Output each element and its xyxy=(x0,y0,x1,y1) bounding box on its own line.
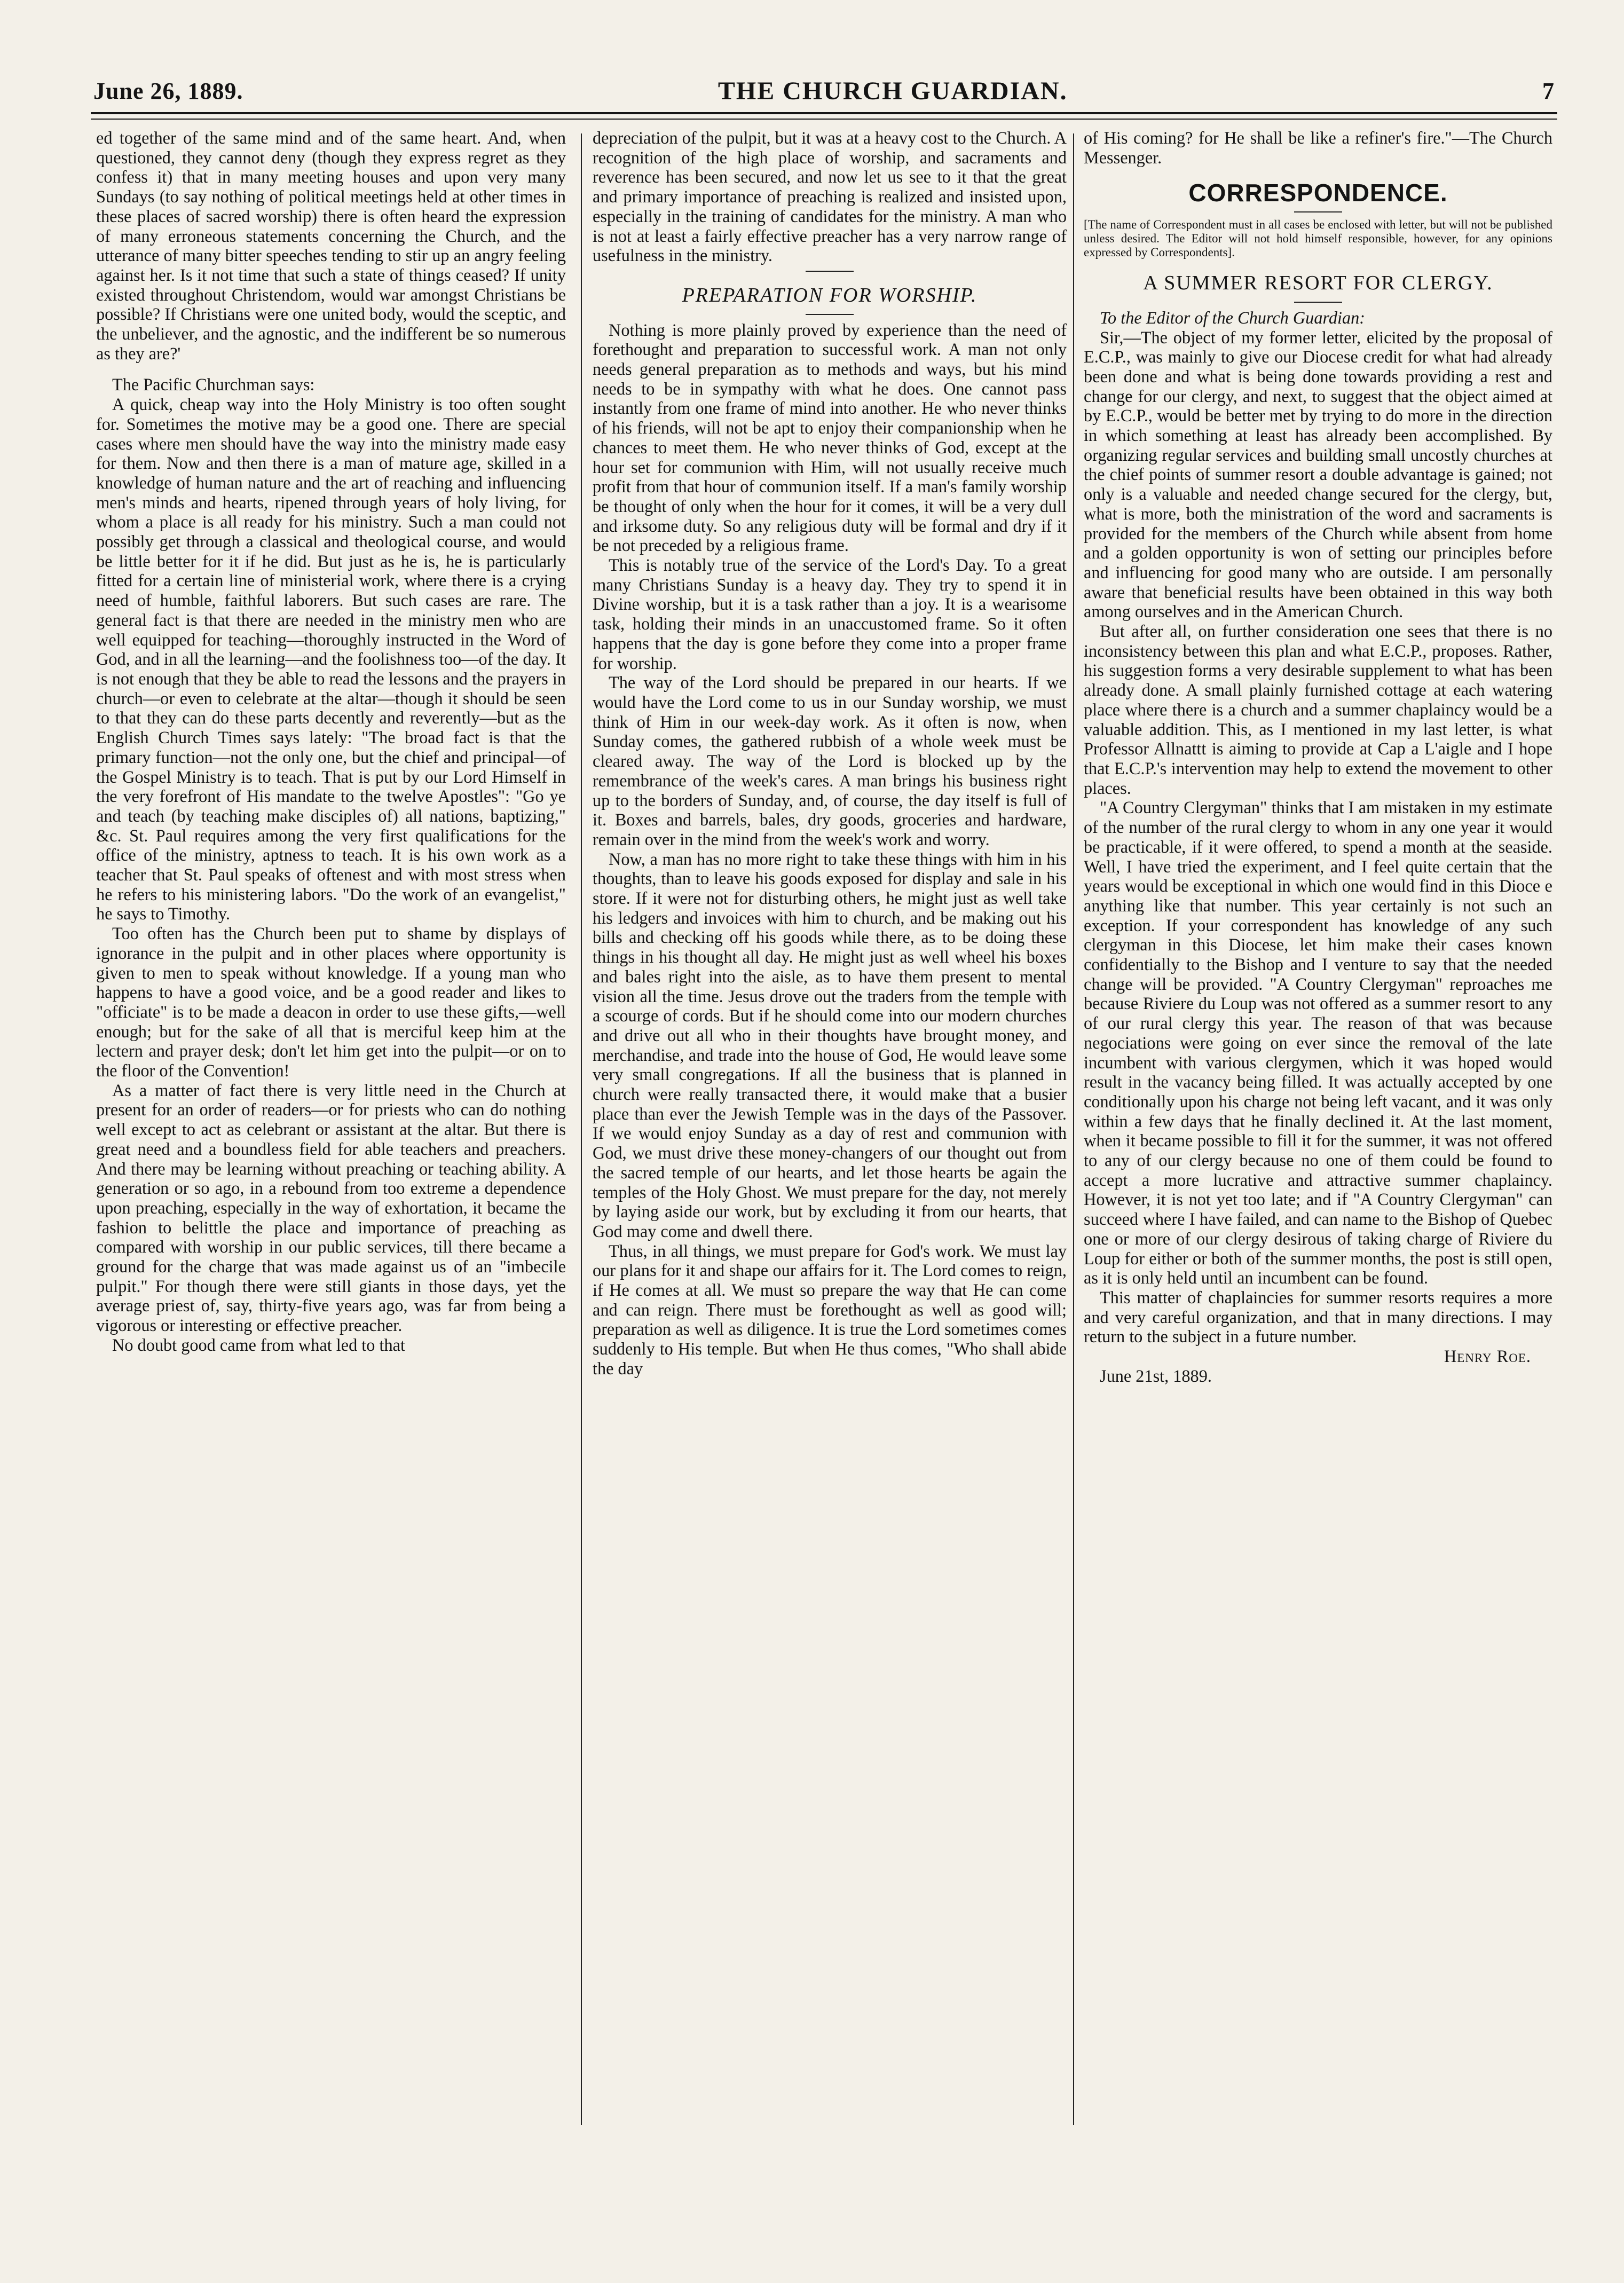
newspaper-title: THE CHURCH GUARDIAN. xyxy=(718,76,1068,105)
column-3 xyxy=(1084,128,1552,1385)
letter-paragraph: But after all, on further consideration one sees that there is no inconsistency between this plan and what E.C.P., proposes. Rather, his suggestion forms a very desirable supplement to what has been already done. A small plainly furnished cottage at each watering place where there is a church and a summer chaplaincy would be a valuable addition. This, as I mentioned in my last letter, is what Professor Allnattt is aiming to provide at Cap a L'aigle and I hope that E.C.P.'s intervention may help to extend the movement to other places. xyxy=(1084,621,1552,798)
article-intro: The Pacific Churchman says: xyxy=(112,375,315,395)
article-paragraph: The way of the Lord should be prepared in our hearts. If we would have the Lord come to us in our Sunday worship, we must think of Him in our week-day work. As it often is now, when Sunday comes, the gathered rubbish of a whole week must be cleared away. The way of the Lord is blocked up by the remembrance of the week's cares. A man brings his business right up to the borders of Sunday, and, of course, the day itself is full of it. Boxes and barrels, bales, dry goods, groceries and hardware, remain over in the mind from the week's work and worry. xyxy=(593,673,1067,849)
article-heading: PREPARATION FOR WORSHIP. xyxy=(682,284,977,306)
article-paragraph: depreciation of the pulpit, but it was at a heavy cost to the Church. A recognition of the high place of worship, and sacraments and reverence has been secured, and now let us see to it that the great and primary importance of preaching is realized and insisted upon, especially in the training of candidates for the ministry. A man who is not at least a fairly effective preacher has a very narrow range of usefulness in the ministry. xyxy=(593,128,1067,265)
section-heading: CORRESPONDENCE. xyxy=(1188,179,1448,207)
masthead xyxy=(93,75,1555,107)
masthead-rule-thin xyxy=(91,119,1557,120)
letter-paragraph: This matter of chaplaincies for summer resorts requires a more and very careful organization, and that in many directions. I may return to the subject in a future number. xyxy=(1084,1287,1552,1347)
masthead-rule xyxy=(91,112,1557,114)
column-1 xyxy=(96,128,566,1355)
article-paragraph: A quick, cheap way into the Holy Ministry is too often sought for. Sometimes the motive may be a good one. There are special cases where men should have the way into the ministry made easy for them. Now and then there is a man of mature age, skilled in a knowledge of human nature and the art of reaching and influencing men's minds and hearts, ripened through years of holy living, for whom a place is all ready for his ministry. Such a man could not possibly get through a classical and theological course, and would be little better for it if he did. But just as he is, he is particularly fitted for a certain line of ministerial work, where there is a crying need of humble, faithful laborers. But such cases are rare. The general fact is that there are needed in the ministry men who are well equipped for teaching—thoroughly instructed in the Word of God, and in all the learning—and the foolishness too—of the day. It is not enough that they be able to read the lessons and the prayers in church—or even to celebrate at the altar—though it should be seen to that they can do these parts decently and reverently—but as the English Church Times says lately: "The broad fact is that the primary function—not the only one, but the chief and principal—of the Gospel Ministry is to teach. That is put by our Lord Himself in the very forefront of His mandate to the twelve Apostles": "Go ye and teach (by teaching make disciples of) all nations, baptizing," &c. St. Paul requires among the very first qualifications for the office of the ministry, aptness to teach. It is his own work as a teacher that St. Paul speaks of oftenest and with most stress when he refers to his ministering labors. "Do the work of an evangelist," he says to Timothy. xyxy=(96,395,566,924)
article-paragraph: Too often has the Church been put to shame by displays of ignorance in the pulpit and in other places where opportunity is given to men to speak without knowledge. If a young man who happens to have a good voice, and be a good reader and likes to "officiate" is to be made a deacon in order to use these gifts,—well enough; but for the sake of all that is merciful keep him at the lectern and prayer desk; don't let him get into the pulpit—or on to the floor of the Convention! xyxy=(96,924,566,1081)
section-rule xyxy=(1294,302,1342,303)
section-rule xyxy=(1294,211,1342,212)
letter-signature: Henry Roe. xyxy=(1444,1347,1531,1366)
article-paragraph: Now, a man has no more right to take these things with him in his thoughts, than to leave his goods exposed for display and sale in his store. If it were not for disturbing others, he might just as well take his ledgers and invoices with him to church, and be making out his bills and checking off his goods while there, as to be doing these things in his thought all day. He might just as well wheel his boxes and bales right into the aisle, as to have them present to mental vision all the time. Jesus drove out the traders from the temple with a scourge of cords. But if he should come into our modern churches and drive out all who in their thoughts have brought money, and merchandise, and trade into the house of God, He would leave some very small congregations. If all the business that is planned in church were really transacted there, it would make that a busier place than ever the Jewish Temple was in the days of the Passover. If we would enjoy Sunday as a day of rest and communion with God, we must drive these money-changers of our thought out from the sacred temple of our hearts, and let those hearts be again the temples of the Holy Ghost. We must prepare for the day, not merely by laying aside our work, but by excluding it from our hearts, that God may come and dwell there. xyxy=(593,849,1067,1241)
letter-salutation: To the Editor of the Church Guardian: xyxy=(1100,308,1366,327)
column-divider xyxy=(1073,133,1074,2125)
letter-title: A SUMMER RESORT FOR CLERGY. xyxy=(1143,272,1493,295)
letter-paragraph: "A Country Clergyman" thinks that I am mistaken in my estimate of the number of the rural clergy to whom in any one year it would be practicable, if it were offered, to spend a month at the seaside. Well, I have tried the experiment, and I feel quite certain that the years would be exceptional in which one would find in this Dioce e anything like that number. This year certainly is not such an exception. If your correspondent has knowledge of any such clergyman in this Diocese, let him make their cases known confidentially to the Bishop and I venture to say that the needed change will be provided. "A Country Clergyman" reproaches me because Riviere du Loup was not offered as a summer resort to any of our rural clergy this year. The reason of that was because negociations were going on ever since the removal of the late incumbent with various clergymen, which it was hoped would result in the vacancy being filled. It was actually accepted by one conditionally upon his charge not being left vacant, and it was only within a few days that he finally declined it. At the last moment, when it became possible to fill it for the summer, it was not offered to any of our clergy because no one of them could be found to accept a more lucrative and attractive summer chaplaincy. However, it is not yet too late; and if "A Country Clergyman" can succeed where I have failed, and can name to the Bishop of Quebec one or more of our clergy desirous of taking charge of Riviere du Loup for either or both of the summer months, the post is still open, as it is only held until an incumbent can be found. xyxy=(1084,798,1552,1288)
article-paragraph: Thus, in all things, we must prepare for God's work. We must lay our plans for it and shape our affairs for it. The Lord comes to reign, if He comes at all. We must so prepare the way that He can come and can reign. There must be forethought as well as good will; preparation as well as diligence. It is true the Lord sometimes comes suddenly to His temple. But when He thus comes, "Who shall abide the day xyxy=(593,1241,1067,1378)
section-rule xyxy=(806,271,854,272)
article-paragraph: Nothing is more plainly proved by experience than the need of forethought and preparation to successful work. A man not only needs general preparation as to methods and ways, but his mind needs to be in sympathy with what he does. One cannot pass instantly from one frame of mind into another. He who never thinks of his friends, will not be apt to enjoy their companionship when he chances to meet them. He who never thinks of God, except at the hour set for communion with Him, will not usually receive much profit from that hour of communion itself. If a man's family worship be thought of only when the hour for it comes, it will be a very dull and irksome duty. So any religious duty will be formal and dry if it be not preceded by a religious frame. xyxy=(593,320,1067,555)
issue-date: June 26, 1889. xyxy=(93,77,243,104)
article-paragraph: ed together of the same mind and of the same heart. And, when questioned, they cannot deny (though they express regret as they confess it) that in many meeting houses and upon very many Sundays (to say nothing of political meetings held at other times in these places of sacred worship) there is often heard the expression of many erroneous statements concerning the Church, and the utterance of many bitter speeches tending to stir up an angry feeling against her. Is it not time that such a state of things ceased? If unity existed throughout Christendom, would war amongst Christians be possible? If Christians were one united body, would the sceptic, and the unbeliever, and the agnostic, and the indifferent be so numerous as they are?' xyxy=(96,128,566,363)
column-2 xyxy=(593,128,1067,1379)
page-number: 7 xyxy=(1542,77,1555,104)
article-paragraph: This is notably true of the service of the Lord's Day. To a great many Christians Sunday is a heavy day. They try to spend it in Divine worship, but it is a task rather than a joy. It is a wearisome task, holding their minds in an unaccustomed frame. So it often happens that the day is gone before they come into a proper frame for worship. xyxy=(593,555,1067,673)
letter-paragraph: Sir,—The object of my former letter, elicited by the proposal of E.C.P., was mainly to give our Diocese credit for what had already been done and what is being done towards providing a rest and change for our clergy, and next, to suggest that the object aimed at by E.C.P., would be better met by trying to do more in the direction in which something at least has already been accomplished. By organizing regular services and building small uncostly churches at the chief points of summer resort a double advantage is gained; not only is a valuable and needed change secured for the clergy, but, what is more, both the ministration of the word and sacraments is provided for the members of the Church while absent from home and a golden opportunity is won of setting our principles before and influencing for good many who are outside. I am personally aware that beneficial results have been obtained in this way both among ourselves and in the American Church. xyxy=(1084,327,1552,621)
article-paragraph: As a matter of fact there is very little need in the Church at present for an order of readers—or for priests who can do nothing well except to act as celebrant or assistant at the altar. But there is great need and a boundless field for able teachers and preachers. And there may be learning without preaching or teaching ability. A generation or so ago, in a rebound from too extreme a dependence upon preaching, especially in the way of exhortation, it became the fashion to belittle the place and importance of preaching as compared with worship in our public services, till there became a ground for the charge that was made against us of an "imbecile pulpit." For though there were still giants in those days, yet the average priest of, say, thirty-five years ago, was far from being a vigorous or interesting or effective preacher. xyxy=(96,1080,566,1335)
letter-date: June 21st, 1889. xyxy=(1100,1366,1212,1385)
column-divider xyxy=(581,133,582,2125)
article-paragraph: No doubt good came from what led to that xyxy=(112,1335,405,1355)
editorial-note: [The name of Correspondent must in all cases be enclosed with letter, but will not be published unless desired. The Editor will not hold himself responsible, however, for any opinions expressed by Correspondents]. xyxy=(1084,218,1552,259)
section-rule xyxy=(806,314,854,315)
article-paragraph: of His coming? for He shall be like a refiner's fire."—The Church Messenger. xyxy=(1084,128,1552,167)
